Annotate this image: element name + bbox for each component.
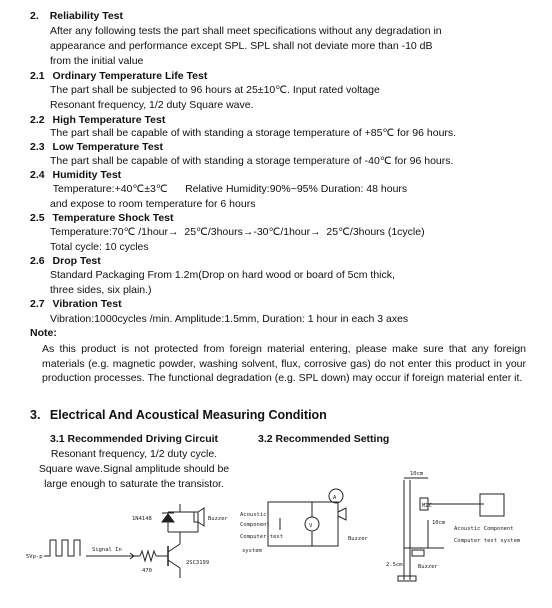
component-label: Acoustic Component [454, 526, 514, 532]
distance-label: 10cm [410, 471, 424, 477]
test-heading [30, 169, 121, 182]
buzzer-label: Buzzer [418, 564, 438, 570]
signal-label: Signal In [92, 547, 122, 553]
test-number: 2.5 [30, 212, 45, 224]
test-line: Temperature:70℃ /1hour→ 25℃/3hours→-30℃/1hour→ 25℃/3hours (1cycle) [50, 226, 425, 238]
driving-circuit-diagram [22, 500, 252, 590]
square-wave-icon [44, 540, 80, 556]
note-label: Note: [30, 327, 57, 339]
setting-diagram-right [384, 468, 544, 588]
test-line: Total cycle: 10 cycles [50, 241, 149, 253]
buzzer-label: Buzzer [208, 516, 228, 522]
diode-symbol [162, 514, 174, 522]
height-label: 2.5cm [386, 562, 403, 568]
section-2-title: Reliability Test [49, 10, 124, 22]
intro-line: appearance and performance except SPL. SPL shall not deviate more than -10 dB [50, 40, 433, 52]
circuit-description [24, 447, 244, 492]
note-text: As this product is not protected from foreign material entering, please make sure that any foreign materials (e.g. magnetic powder, washing solvent, flux, corrosive gas) do not enter this product in your production processes. The functional degradation (e.g. SPL down) may occur if foreign material enter it. [42, 343, 526, 384]
section-3-number: 3. [30, 408, 41, 422]
component-label: Computer test system [454, 538, 521, 544]
test-heading [30, 298, 122, 311]
circuit-description-line: large enough to saturate the transistor. [44, 478, 224, 490]
ammeter-label: A [333, 495, 337, 501]
intro-line: from the initial value [50, 55, 144, 67]
section-2-heading [30, 10, 123, 23]
test-heading [30, 70, 207, 83]
component-label: Acoustic [240, 512, 267, 518]
test-line: three sides, six plain.) [50, 284, 152, 296]
test-line: and expose to room temperature for 6 hours [50, 198, 256, 210]
diode-label: 1N4148 [132, 516, 152, 522]
test-number: 2.1 [30, 70, 45, 82]
section-3-title: Electrical And Acoustical Measuring Condition [49, 408, 327, 422]
source-label: 5Vp-p [26, 554, 43, 560]
test-line: Vibration:1000cycles /min. Amplitude:1.5mm, Duration: 1 hour in each 3 axes [50, 313, 409, 325]
test-heading [30, 114, 165, 127]
component-label: Component [240, 522, 270, 528]
subsection-recommended-setting: 3.2 Recommended Setting [258, 433, 390, 445]
circuit-description-line: Resonant frequency, 1/2 duty cycle. [50, 448, 218, 460]
test-line: Temperature:+40℃±3℃ Relative Humidity:90%~95% Duration: 48 hours [50, 183, 408, 195]
section-3-heading [30, 408, 327, 422]
test-heading [30, 212, 174, 225]
component-box [480, 494, 504, 516]
test-title: Ordinary Temperature Life Test [52, 70, 208, 82]
test-title: Vibration Test [52, 298, 122, 310]
test-line: Resonant frequency, 1/2 duty Square wave. [50, 99, 254, 111]
voltmeter-label: V [309, 523, 313, 529]
setting-diagram-left [240, 482, 370, 572]
buzzer-symbol [194, 512, 198, 522]
transistor-label: 2SC3199 [186, 560, 210, 566]
test-heading [30, 141, 163, 154]
circuit-description-line: Square wave.Signal amplitude should be [38, 463, 230, 475]
test-number: 2.2 [30, 114, 45, 126]
component-label: system [242, 548, 262, 554]
test-title: Temperature Shock Test [52, 212, 174, 224]
component-label: Computer test [240, 534, 284, 540]
intro-line: After any following tests the part shall meet specifications without any degradation in [50, 25, 442, 37]
buzzer-symbol [412, 550, 424, 556]
section-2-number: 2. [30, 10, 39, 22]
distance-label: 10cm [432, 520, 446, 526]
test-heading [30, 255, 101, 268]
test-number: 2.4 [30, 169, 45, 181]
test-title: High Temperature Test [52, 114, 166, 126]
resistor-symbol [140, 551, 156, 561]
test-number: 2.7 [30, 298, 45, 310]
test-title: Drop Test [52, 255, 101, 267]
test-number: 2.3 [30, 141, 45, 153]
mic-label: MIC [422, 503, 432, 509]
buzzer-label: Buzzer [348, 536, 368, 542]
test-number: 2.6 [30, 255, 45, 267]
test-title: Humidity Test [52, 169, 122, 181]
test-line: The part shall be capable of with standing a storage temperature of -40℃ for 96 hours. [50, 155, 454, 167]
test-line: The part shall be capable of with standing a storage temperature of +85℃ for 96 hours. [50, 127, 457, 139]
test-title: Low Temperature Test [52, 141, 163, 153]
test-line: Standard Packaging From 1.2m(Drop on hard wood or board of 5cm thick, [50, 269, 395, 281]
subsection-driving-circuit: 3.1 Recommended Driving Circuit [50, 433, 219, 445]
test-line: The part shall be subjected to 96 hours at 25±10℃. Input rated voltage [50, 84, 380, 96]
resistor-label: 470 [142, 568, 152, 574]
